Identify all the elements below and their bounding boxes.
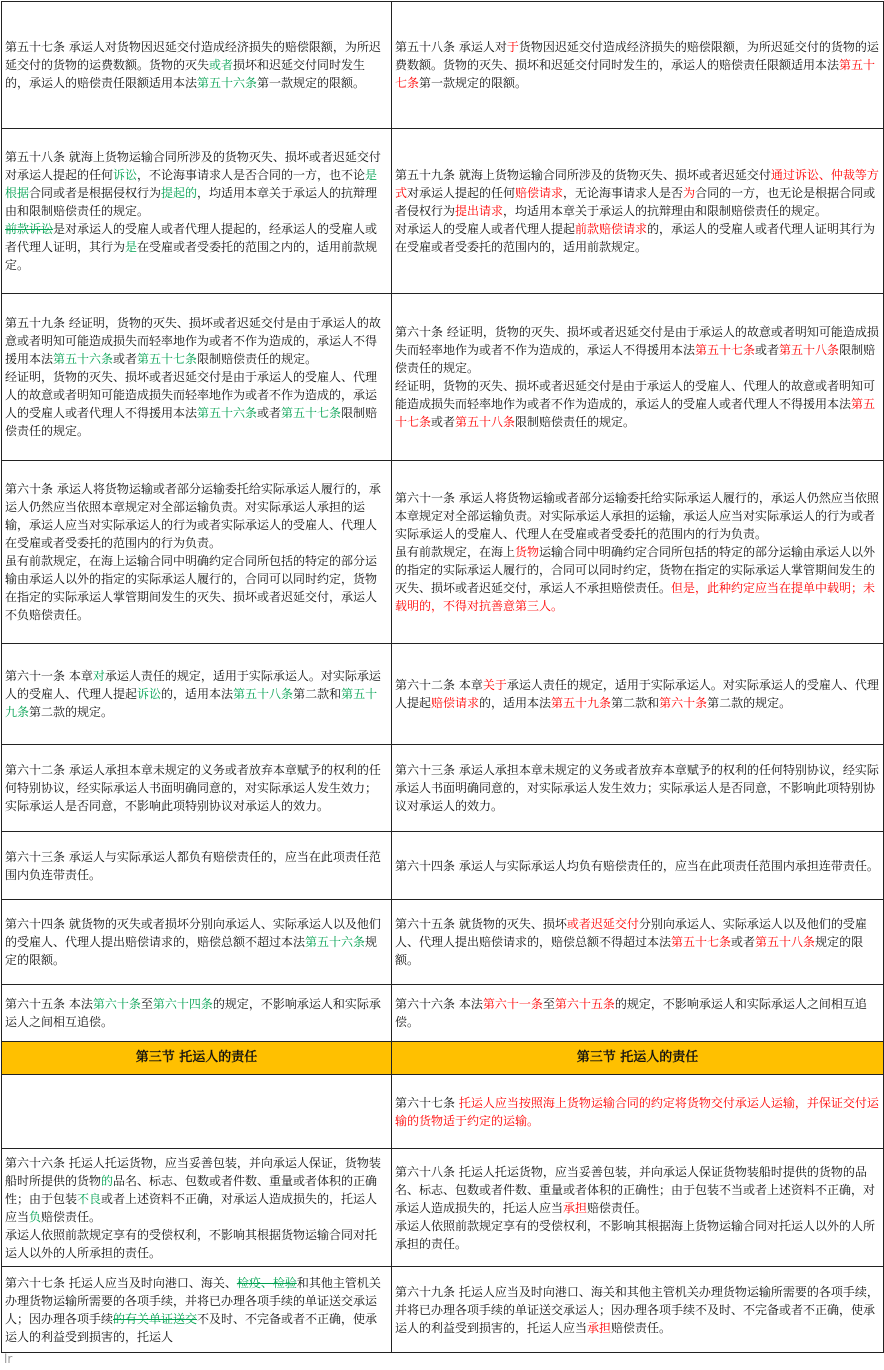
text-run: 第五十八条 就海上货物运输合同所涉及的货物灭失、损坏或者迟延交付对承运人提起的任何 [5,150,381,182]
changed-text: 第五十六条 [197,76,258,90]
text-run: 第六十八条 托运人托运货物，应当妥善包装，并向承运人保证货物装船时提供的货物的品名、标志、包数或者件数、重量或者体积的正确性；由于包装不当或者上述资料不正确，对承运人造成损失的，托运人应当 [395,1164,876,1215]
text-run: 赔偿责任。 [587,1200,648,1215]
new-article-cell [392,745,884,832]
new-paragraph [395,489,880,543]
new-article-cell [392,461,884,644]
old-paragraph [5,148,388,220]
section-header-row [2,1042,884,1075]
old-article-cell [2,644,392,745]
changed-text: 第五十六条 [197,406,258,420]
text-run: 分别向承运人、实际承运人以及他们的受雇人、代理人提出赔偿请求的，赔偿总额不得超过本法 [395,917,867,949]
article-row [2,644,884,745]
old-paragraph [5,368,388,440]
old-paragraph [5,314,388,368]
old-article-cell [2,1075,392,1149]
text-run: 第六十条 承运人将货物运输或者部分运输委托给实际承运人履行的，承运人仍然应当依照本章规定对全部运输负责。对实际承运人承担的运输，承运人应当对实际承运人的行为或者实际承运人的受雇人、代理人在受雇或者受委托的范围内的行为负责。 [5,482,381,550]
changed-text: 不良 [77,1191,102,1206]
article-row [2,1267,884,1353]
text-run: ，均适用本章关于承运人的抗辩理由和限制赔偿责任的规定。 [503,204,828,218]
new-article-cell [392,644,884,745]
old-paragraph [5,667,388,721]
added-text: 第六十一条 [482,997,543,1011]
changed-text: 或者 [209,58,234,72]
text-run: 或者 [731,935,756,949]
new-article-cell [392,1267,884,1353]
new-paragraph [395,1217,880,1253]
changed-text: 第五十七条 [281,406,342,420]
new-paragraph [395,676,880,712]
text-run: 承运人依照前款规定享有的受偿权利，不影响其根据货物运输合同对托运人以外的人所承担的责任。 [5,1227,378,1260]
added-text: 承担 [587,1320,612,1335]
text-run: 承运人责任的规定，适用于实际承运人。对实际承运人的受雇人、代理人提起 [395,678,879,710]
old-paragraph [5,761,388,815]
old-paragraph [5,220,388,274]
new-article-cell [392,832,884,900]
text-run: 或者 [113,352,138,366]
new-paragraph [395,220,880,256]
text-run: 承运人责任的规定，适用于实际承运人。对实际承运人的受雇人、代理人提起 [5,669,381,701]
text-run: 不及时、不完备或者不正确，使承运人的利益受到损害的，托运人 [5,1311,378,1344]
added-text: 第五十七条 [395,397,876,429]
changed-text: 提起的 [161,186,198,200]
new-paragraph [395,857,880,875]
text-run: 对承运人提起的任何 [407,186,516,200]
comparison-table-body [2,2,884,1353]
text-run: 第五十八条 承运人对 [395,40,507,54]
added-text: 为 [683,186,696,200]
new-article-cell [392,129,884,294]
text-run: 第六十四条 承运人与实际承运人均负有赔偿责任的，应当在此项责任范围内承担连带责任。 [395,858,879,873]
text-run: 第五十九条 经证明，货物的灭失、损坏或者迟延交付是由于承运人的故意或者明知可能造成损失而轻率地作为或者不作为造成的，承运人不得援用本法 [5,316,381,366]
text-run: 第一款规定的限额。 [419,76,528,90]
text-run: 承运人依照前款规定享有的受偿权利，不影响其根据海上货物运输合同对托运人以外的人所承担的责任。 [395,1218,876,1251]
old-article-cell [2,2,392,129]
text-run: 的，承运人的受雇人或者代理人证明其行为在受雇或者受委托的范围内的，适用前款规定。 [395,222,876,254]
text-run: 的规定，不影响承运人和实际承运人之间相互追偿。 [5,997,381,1029]
text-run: 在受雇或者受委托的范围之内的，适用前款规定。 [5,240,378,272]
old-paragraph [5,480,388,552]
article-row [2,461,884,644]
text-run: 经证明，货物的灭失、损坏或者迟延交付是由于承运人的受雇人、代理人的故意或者明知可能造成损失而轻率地作为或者不作为造成的，承运人的受雇人或者代理人不得援用本法 [5,370,378,420]
text-run: 或者上述资料不正确，对承运人造成损失的，托运人应当 [5,1191,378,1224]
deleted-text: 检疫、检验 [236,1275,297,1290]
added-text: 承担 [563,1200,588,1215]
text-run: 限制赔偿责任的规定。 [515,415,636,429]
old-paragraph [5,38,388,92]
old-paragraph [5,1226,388,1262]
text-run: 第六十三条 承运人承担本章未规定的义务或者放弃本章赋予的权利的任何特别协议，经实际承运人书面明确同意的，对实际承运人发生效力；实际承运人是否同意，不影响此项特别协议对承运人的效力。 [395,763,879,813]
added-text: 第五十七条 [671,935,732,949]
new-article-cell [392,900,884,985]
text-run: 的规定，不影响承运人和实际承运人之间相互追偿。 [395,997,867,1029]
new-paragraph [395,915,880,969]
old-article-cell [2,900,392,985]
text-run: 第六十七条 [395,1095,459,1110]
added-text: 第六十条 [659,696,708,710]
added-text: 第五十九条 [551,696,612,710]
text-run: 赔偿责任。 [41,1209,102,1224]
changed-text: 的 [101,1173,114,1188]
text-run: 规定的限额。 [395,935,864,967]
changed-text: 第六十四条 [152,997,213,1011]
text-run: 虽有前款规定，在海上 [395,545,516,559]
article-row [2,900,884,985]
added-text: 托运人应当按照海上货物运输合同的约定将货物交付承运人运输，并保证交付运输的货物适于约定的运输。 [395,1095,879,1128]
text-run: 第六十六条 本法 [395,997,483,1011]
article-row [2,129,884,294]
old-article-cell [2,129,392,294]
changed-text: 第六十条 [92,997,141,1011]
text-run: 至 [140,997,153,1011]
added-text: 第五十八条 [779,343,840,357]
text-run: ，无论海事请求人是否 [563,186,684,200]
new-article-cell [392,985,884,1042]
article-row [2,2,884,129]
text-run: 第六十五条 就货物的灭失、损坏 [395,917,567,931]
new-article-cell [392,1149,884,1267]
text-run: 第五十九条 就海上货物运输合同所涉及的货物灭失、损坏或者迟延交付 [395,168,771,182]
deleted-text: 的有关单证送交 [113,1311,198,1326]
added-text: 关于 [482,678,507,692]
text-run: 限制赔偿责任的规定。 [197,352,318,366]
text-run: 的，适用本法 [161,687,234,701]
text-run: 或者 [257,406,282,420]
text-run: 限制赔偿责任的规定。 [395,343,876,375]
changed-text: 是 [125,240,138,254]
text-run: 第二款和 [611,696,660,710]
text-run: 品名、标志、包数或者件数、重量或者体积的正确性；由于包装 [5,1173,378,1206]
added-text: 货物 [515,545,540,559]
old-section-title: 第三节 托运人的责任 [2,1042,392,1075]
new-article-cell [392,294,884,461]
article-row [2,985,884,1042]
text-run: 第六十四条 就货物的灭失或者损坏分别向承运人、实际承运人以及他们的受雇人、代理人提出赔偿请求的，赔偿总额不超过本法 [5,917,381,949]
old-paragraph [5,915,388,969]
text-run: 第六十条 经证明，货物的灭失、损坏或者迟延交付是由于承运人的故意或者明知可能造成损失而轻率地作为或者不作为造成的，承运人不得援用本法 [395,325,879,357]
added-text: 通过诉讼、仲裁等方式 [395,168,879,200]
text-run: 或者 [431,415,456,429]
text-run: 第六十九条 托运人应当及时向港口、海关和其他主管机关办理货物运输所需要的各项手续，并将已办理各项手续的单证送交承运人；因办理各项手续不及时、不完备或者不正确，使承运人的利益受到损害的，托运人应当 [395,1284,879,1335]
new-article-cell [392,1075,884,1149]
old-article-cell [2,985,392,1042]
text-run: ，不论海事请求人是否合同的一方，也不论 [137,168,366,182]
added-text: 赔偿请求 [431,696,480,710]
text-run: 经证明，货物的灭失、损坏或者迟延交付是由于承运人的受雇人、代理人的故意或者明知可能造成损失而轻率地作为或者不作为造成的，承运人的受雇人或者代理人不得援用本法 [395,379,876,411]
text-run: 第六十一条 承运人将货物运输或者部分运输委托给实际承运人履行的，承运人仍然应当依照本章规定对全部运输负责。对实际承运人承担的运输，承运人应当对实际承运人的行为或者实际承运人的受雇人、代理人在受雇或者受委托的范围内的行为负责。 [395,491,879,541]
changed-text: 对 [92,669,105,683]
text-run: 的，适用本法 [479,696,552,710]
old-article-cell [2,1267,392,1353]
text-run: 第二款和 [293,687,342,701]
text-run: 第五十七条 承运人对货物因迟延交付造成经济损失的赔偿限额，为所迟延交付的货物的运费数额。货物的灭失 [5,40,381,72]
old-paragraph [5,1154,388,1226]
deleted-text: 前款诉讼 [5,222,54,236]
changed-text: 第五十八条 [233,687,294,701]
text-run: 第六十五条 本法 [5,997,93,1011]
text-run: 第六十二条 本章 [395,678,483,692]
added-text: 但是，此种约定应当在提单中载明；未载明的，不得对抗善意第三人。 [395,581,876,613]
article-row [2,1149,884,1267]
article-row [2,745,884,832]
new-paragraph [395,1163,880,1217]
text-run: 货物因迟延交付造成经济损失的赔偿限额，为所迟延交付的货物的运费数额。货物的灭失、损坏和迟延交付同时发生的，承运人的赔偿责任限额适用本法 [395,40,879,72]
old-paragraph [5,995,388,1031]
changed-text: 负 [29,1209,42,1224]
changed-text: 诉讼 [113,168,138,182]
new-paragraph [395,995,880,1031]
article-row [2,1075,884,1149]
text-run: 损坏和迟延交付同时发生的，承运人的赔偿责任限额适用本法 [5,58,366,90]
watermark: lr [4,1352,13,1366]
text-run: 虽有前款规定，在海上运输合同中明确约定合同所包括的特定的部分运输由承运人以外的指定的实际承运人履行的，合同可以同时约定，货物在指定的实际承运人掌管期间发生的灭失、损坏或者迟延交付，承运人不负赔偿责任。 [5,554,378,622]
text-run: 对承运人的受雇人或者代理人提起 [395,222,576,236]
text-run: 是对承运人的受雇人或者代理人提起的，经承运人的受雇人或者代理人证明，其行为 [5,222,378,254]
new-paragraph [395,761,880,815]
changed-text: 第五十九条 [5,687,378,719]
text-run: 运输合同中明确约定合同所包括的特定的部分运输由承运人以外的指定的实际承运人履行的，合同可以同时约定，货物在指定的实际承运人掌管期间发生的灭失、损坏或者迟延交付，承运人不承担赔偿责任。 [395,545,876,595]
text-run: ，均适用本章关于承运人的抗辩理由和限制赔偿责任的规定。 [5,186,378,218]
old-article-cell [2,745,392,832]
added-text: 前款赔偿请求 [575,222,648,236]
added-text: 第五十八条 [455,415,516,429]
article-row [2,832,884,900]
text-run: 第六十七条 托运人应当及时向港口、海关、 [5,1275,237,1290]
changed-text: 是根据 [5,168,378,200]
text-run: 第六十二条 承运人承担本章未规定的义务或者放弃本章赋予的权利的任何特别协议，经实际承运人书面明确同意的，对实际承运人发生效力；实际承运人是否同意，不影响此项特别协议对承运人的效力。 [5,763,381,813]
old-article-cell [2,294,392,461]
changed-text: 第五十六条 [305,935,366,949]
text-run: 第一款规定的限额。 [257,76,366,90]
text-run: 第六十一条 本章 [5,669,93,683]
added-text: 第五十七条 [695,343,756,357]
new-paragraph [395,323,880,377]
text-run: 合同或者是根据侵权行为 [29,186,162,200]
added-text: 第六十五条 [554,997,615,1011]
text-run: 第六十六条 托运人托运货物，应当妥善包装，并向承运人保证，货物装船时所提供的货物 [5,1155,381,1188]
text-run: 第二款的规定。 [29,705,114,719]
old-paragraph [5,552,388,624]
new-paragraph [395,166,880,220]
added-text: 第五十八条 [755,935,816,949]
added-text: 或者迟延交付 [566,917,639,931]
added-text: 提出请求 [455,204,504,218]
changed-text: 诉讼 [137,687,162,701]
text-run: 赔偿责任。 [611,1320,672,1335]
changed-text: 第五十七条 [137,352,198,366]
text-run: 合同的一方，也无论是根据合同或者侵权行为 [395,186,876,218]
comparison-table [1,1,884,1353]
text-run: 和其他主管机关办理货物运输所需要的各项手续，并将已办理各项手续的单证送交承运人；因办理各项手续 [5,1275,381,1326]
added-text: 第五十七条 [395,58,876,90]
old-article-cell [2,461,392,644]
new-paragraph [395,1283,880,1337]
added-text: 赔偿请求 [515,186,564,200]
new-article-cell [392,2,884,129]
old-article-cell [2,832,392,900]
old-paragraph [5,848,388,884]
new-paragraph [395,377,880,431]
text-run: 规定的限额。 [5,935,378,967]
new-section-title: 第三节 托运人的责任 [392,1042,884,1075]
new-paragraph [395,543,880,615]
article-row [2,294,884,461]
changed-text: 第五十六条 [53,352,114,366]
text-run: 至 [542,997,555,1011]
old-article-cell [2,1149,392,1267]
old-paragraph [5,1274,388,1346]
new-paragraph [395,38,880,92]
new-paragraph [395,1094,880,1130]
text-run: 限制赔偿责任的规定。 [5,406,378,438]
text-run: 第二款的规定。 [707,696,792,710]
added-text: 于 [506,40,519,54]
text-run: 第六十三条 承运人与实际承运人都负有赔偿责任的，应当在此项责任范围内负连带责任。 [5,849,381,882]
text-run: 或者 [755,343,780,357]
